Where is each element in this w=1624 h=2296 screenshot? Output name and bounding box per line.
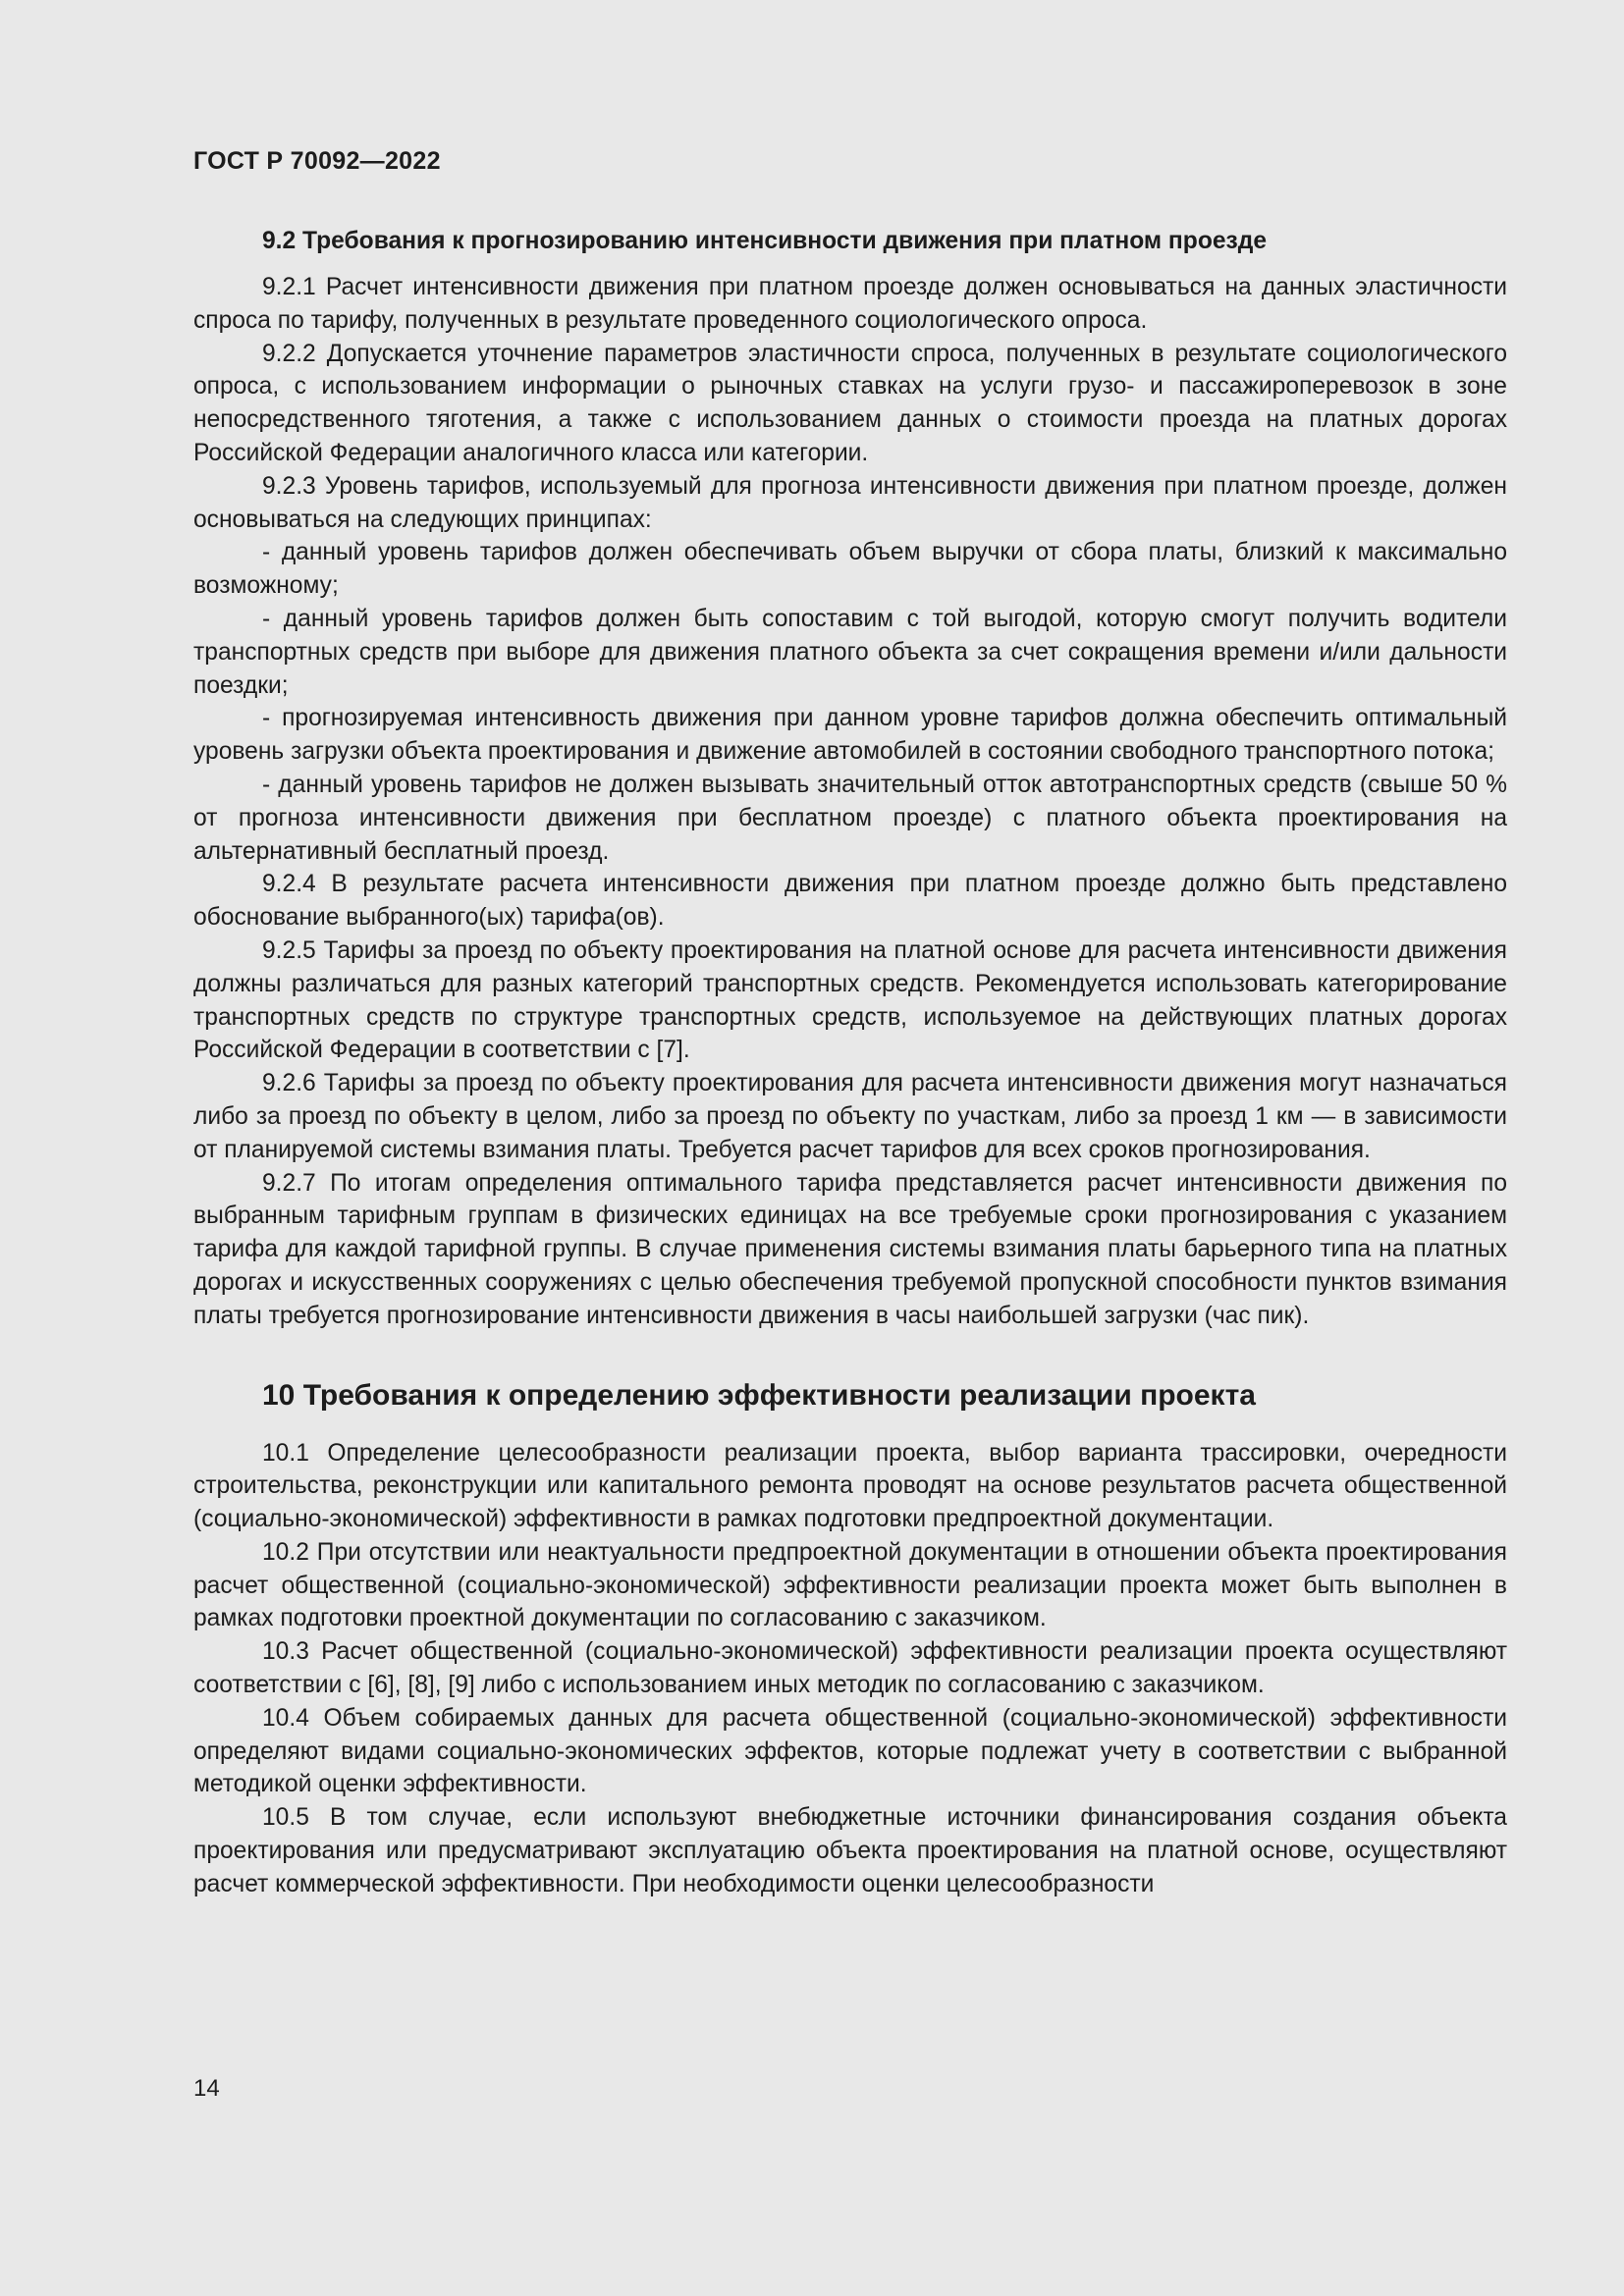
paragraph-10-3: 10.3 Расчет общественной (социально-экономической) эффективности реализации проекта осуществляют соответствии с [6], [8], [9] либо с использованием иных методик по согласованию с заказчиком. [193,1638,1507,1699]
paragraph-9-2-2: 9.2.2 Допускается уточнение параметров эластичности спроса, полученных в результате социологического опроса, с использованием информации о рыночных ставках на услуги грузо- и пассажироперевозок в зоне непосредственного тяготения, а также с использованием данных о стоимости проезда на платных дорогах Российской Федерации аналогичного класса или категории. [193,340,1507,466]
document-body [193,222,1507,1901]
section-title-10: 10 Требования к определению эффективности реализации проекта [262,1378,1256,1412]
paragraph-9-2-6: 9.2.6 Тарифы за проезд по объекту проектирования для расчета интенсивности движения могут назначаться либо за проезд по объекту в целом, либо за проезд по объекту по участкам, либо за проезд 1 км — в зависимости от планируемой системы взимания платы. Требуется расчет тарифов для всех сроков прогнозирования. [193,1070,1507,1163]
paragraph-9-2-1: 9.2.1 Расчет интенсивности движения при платном проезде должен основываться на данных эластичности спроса по тарифу, полученных в результате проведенного социологического опроса. [193,274,1507,334]
paragraph-9-2-4: 9.2.4 В результате расчета интенсивности движения при платном проезде должно быть представлено обоснование выбранного(ых) тарифа(ов). [193,871,1507,932]
list-item-tariff-principle-4: - данный уровень тарифов не должен вызывать значительный отток автотранспортных средств (свыше 50 % от прогноза интенсивности движения при бесплатном проезде) с платного объекта проектирования на альтернативный бесплатный проезд. [193,771,1507,865]
paragraph-10-4: 10.4 Объем собираемых данных для расчета общественной (социально-экономической) эффективности определяют видами социально-экономических эффектов, которые подлежат учету в соответствии с выбранной методикой оценки эффективности. [193,1704,1507,1798]
paragraph-9-2-5: 9.2.5 Тарифы за проезд по объекту проектирования на платной основе для расчета интенсивности движения должны различаться для разных категорий транспортных средств. Рекомендуется использовать категорирование транспортных средств по структуре транспортных средств, используемое на действующих платных дорогах Российской Федерации в соответствии с [7]. [193,936,1507,1064]
document-header-code: ГОСТ Р 70092—2022 [193,147,441,175]
paragraph-10-5: 10.5 В том случае, если используют внебюджетные источники финансирования создания объекта проектирования или предусматривают эксплуатацию объекта проектирования на платной основе, осуществляют расчет коммерческой эффективности. При необходимости оценки целесообразности [193,1804,1507,1897]
list-item-tariff-principle-2: - данный уровень тарифов должен быть сопоставим с той выгодой, которую смогут получить водители транспортных средств при выборе для движения платного объекта за счет сокращения времени и/или дальности поездки; [193,605,1507,699]
paragraph-10-2: 10.2 При отсутствии или неактуальности предпроектной документации в отношении объекта проектирования расчет общественной (социально-экономической) эффективности реализации проекта может быть выполнен в рамках подготовки проектной документации по согласованию с заказчиком. [193,1538,1507,1632]
subsection-title-9-2: 9.2 Требования к прогнозированию интенсивности движения при платном проезде [262,228,1268,254]
paragraph-9-2-7: 9.2.7 По итогам определения оптимального тарифа представляется расчет интенсивности движения по выбранным тарифным группам в физических единицах на все требуемые сроки прогнозирования с указанием тарифа для каждой тарифной группы. В случае применения системы взимания платы барьерного типа на платных дорогах и искусственных сооружениях с целью обеспечения требуемой пропускной способности пунктов взимания платы требуется прогнозирование интенсивности движения в часы наибольшей загрузки (час пик). [193,1169,1507,1329]
list-item-tariff-principle-3: - прогнозируемая интенсивность движения при данном уровне тарифов должна обеспечить оптимальный уровень загрузки объекта проектирования и движение автомобилей в состоянии свободного транспортного потока; [193,705,1507,766]
paragraph-10-1: 10.1 Определение целесообразности реализации проекта, выбор варианта трассировки, очередности строительства, реконструкции или капитального ремонта проводят на основе результатов расчета общественной (социально-экономической) эффективности в рамках подготовки предпроектной документации. [193,1439,1507,1533]
paragraph-9-2-3: 9.2.3 Уровень тарифов, используемый для прогноза интенсивности движения при платном проезде, должен основываться на следующих принципах: [193,472,1507,533]
page-number: 14 [193,2075,220,2102]
list-item-tariff-principle-1: - данный уровень тарифов должен обеспечивать объем выручки от сбора платы, близкий к максимально возможному; [193,539,1507,600]
